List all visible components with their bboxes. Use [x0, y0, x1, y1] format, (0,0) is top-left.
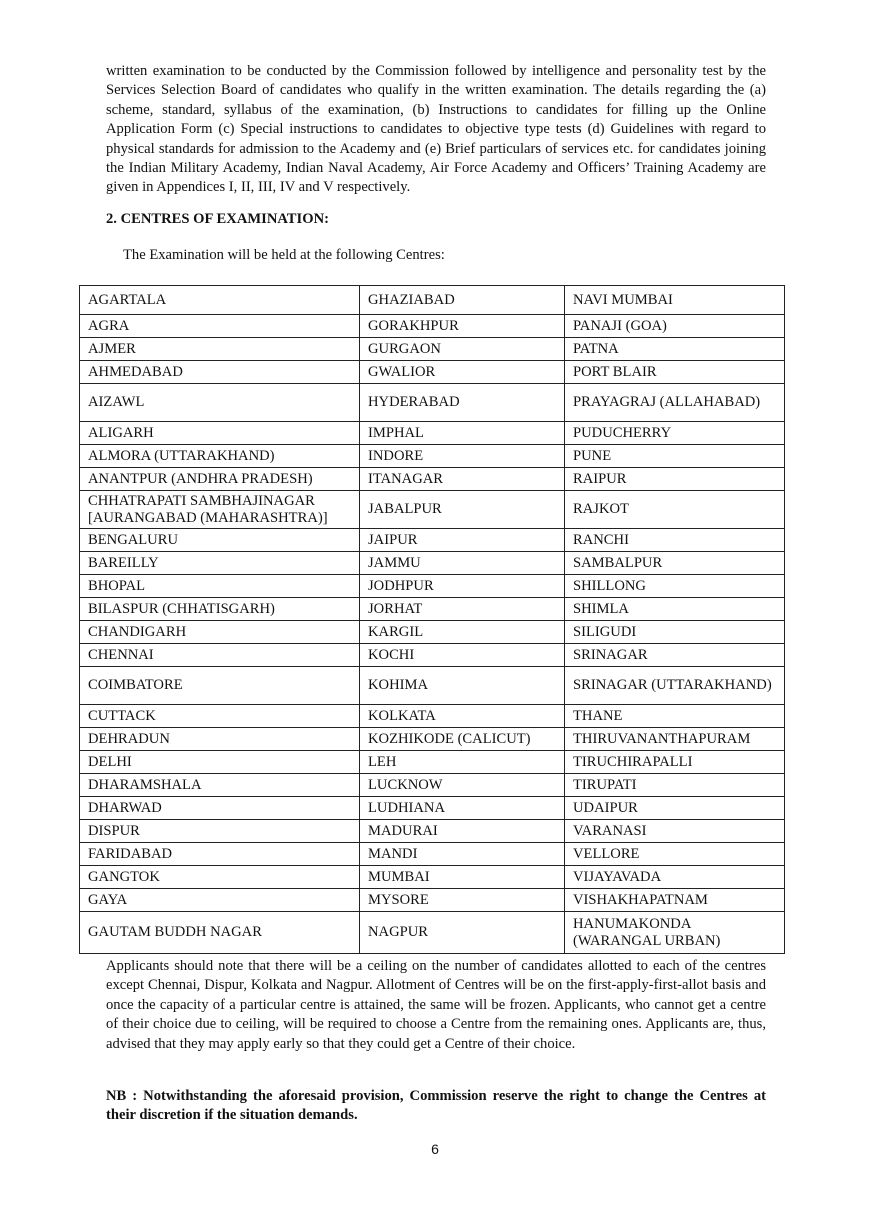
- centre-cell: SRINAGAR (UTTARAKHAND): [565, 667, 785, 705]
- centre-cell: LUDHIANA: [360, 797, 565, 820]
- centre-cell: PORT BLAIR: [565, 361, 785, 384]
- centre-cell: PUNE: [565, 445, 785, 468]
- centre-row: [80, 843, 785, 866]
- centre-cell: CHHATRAPATI SAMBHAJINAGAR [AURANGABAD (MAHARASHTRA)]: [80, 491, 360, 529]
- centre-row: [80, 445, 785, 468]
- centre-row: [80, 338, 785, 361]
- centre-cell: GORAKHPUR: [360, 315, 565, 338]
- centre-cell: PRAYAGRAJ (ALLAHABAD): [565, 384, 785, 422]
- centre-cell: KOHIMA: [360, 667, 565, 705]
- centre-row: [80, 774, 785, 797]
- centre-cell: VELLORE: [565, 843, 785, 866]
- centre-row: [80, 751, 785, 774]
- centre-cell: RAIPUR: [565, 468, 785, 491]
- centre-row: [80, 361, 785, 384]
- centre-row: [80, 912, 785, 954]
- centre-row: [80, 468, 785, 491]
- ceiling-notice-paragraph: Applicants should note that there will be a ceiling on the number of candidates allotted to each of the centres except Chennai, Dispur, Kolkata and Nagpur. Allotment of Centres will be on the first-apply-first-allot basis and once the capacity of a particular centre is attained, the same will be frozen. Applicants, who cannot get a centre of their choice due to ceiling, will be required to choose a Centre from the remaining ones. Applicants are, thus, advised that they may apply early so that they could get a Centre of their choice.: [106, 958, 766, 1052]
- centre-cell: JABALPUR: [360, 491, 565, 529]
- centre-cell: THANE: [565, 705, 785, 728]
- centre-cell: JAMMU: [360, 552, 565, 575]
- centre-cell: DHARAMSHALA: [80, 774, 360, 797]
- centre-cell: SRINAGAR: [565, 644, 785, 667]
- centre-cell: IMPHAL: [360, 422, 565, 445]
- centre-cell: BENGALURU: [80, 529, 360, 552]
- centre-cell: LEH: [360, 751, 565, 774]
- centre-cell: VIJAYAVADA: [565, 866, 785, 889]
- centre-cell: GANGTOK: [80, 866, 360, 889]
- nb-paragraph: NB : Notwithstanding the aforesaid provision, Commission reserve the right to change the Centres at their discretion if the situation demands.: [106, 1088, 766, 1124]
- centre-cell: SHIMLA: [565, 598, 785, 621]
- centre-cell: GWALIOR: [360, 361, 565, 384]
- centre-cell: DISPUR: [80, 820, 360, 843]
- centre-row: [80, 728, 785, 751]
- centre-cell: CHANDIGARH: [80, 621, 360, 644]
- centre-cell: FARIDABAD: [80, 843, 360, 866]
- centre-cell: JORHAT: [360, 598, 565, 621]
- centre-cell: KOCHI: [360, 644, 565, 667]
- centre-cell: MADURAI: [360, 820, 565, 843]
- centre-cell: NAVI MUMBAI: [565, 286, 785, 315]
- centre-cell: ANANTPUR (ANDHRA PRADESH): [80, 468, 360, 491]
- centres-table-body: [80, 286, 785, 954]
- centre-row: [80, 286, 785, 315]
- centre-cell: NAGPUR: [360, 912, 565, 954]
- centre-row: [80, 820, 785, 843]
- centre-cell: TIRUCHIRAPALLI: [565, 751, 785, 774]
- intro-paragraph: written examination to be conducted by the Commission followed by intelligence and personality test by the Services Selection Board of candidates who qualify in the written examination. The details regarding the (a) scheme, standard, syllabus of the examination, (b) Instructions to candidates for filling up the Online Application Form (c) Special instructions to candidates to objective type tests (d) Guidelines with regard to physical standards for admission to the Academy and (e) Brief particulars of services etc. for candidates joining the Indian Military Academy, Indian Naval Academy, Air Force Academy and Officers’ Training Academy are given in Appendices I, II, III, IV and V respectively.: [106, 63, 766, 196]
- centre-row: [80, 621, 785, 644]
- centre-cell: JODHPUR: [360, 575, 565, 598]
- centre-row: [80, 667, 785, 705]
- centre-cell: HYDERABAD: [360, 384, 565, 422]
- centre-row: [80, 491, 785, 529]
- centre-cell: GAYA: [80, 889, 360, 912]
- centre-cell: AJMER: [80, 338, 360, 361]
- centre-cell: KOLKATA: [360, 705, 565, 728]
- centre-cell: AGARTALA: [80, 286, 360, 315]
- centre-row: [80, 575, 785, 598]
- centre-cell: COIMBATORE: [80, 667, 360, 705]
- centre-cell: MANDI: [360, 843, 565, 866]
- centre-cell: GAUTAM BUDDH NAGAR: [80, 912, 360, 954]
- centre-row: [80, 866, 785, 889]
- centre-cell: SAMBALPUR: [565, 552, 785, 575]
- centre-cell: DELHI: [80, 751, 360, 774]
- centre-cell: RAJKOT: [565, 491, 785, 529]
- centre-row: [80, 797, 785, 820]
- centre-cell: KOZHIKODE (CALICUT): [360, 728, 565, 751]
- centre-cell: GURGAON: [360, 338, 565, 361]
- centre-cell: ALMORA (UTTARAKHAND): [80, 445, 360, 468]
- centre-cell: AHMEDABAD: [80, 361, 360, 384]
- centres-table: [79, 285, 785, 954]
- centre-cell: LUCKNOW: [360, 774, 565, 797]
- centre-cell: KARGIL: [360, 621, 565, 644]
- centre-cell: SILIGUDI: [565, 621, 785, 644]
- centre-cell: VISHAKHAPATNAM: [565, 889, 785, 912]
- centre-row: [80, 644, 785, 667]
- centre-row: [80, 705, 785, 728]
- centre-cell: TIRUPATI: [565, 774, 785, 797]
- section-lead-text: The Examination will be held at the following Centres:: [123, 247, 445, 263]
- centre-cell: BHOPAL: [80, 575, 360, 598]
- centre-cell: AGRA: [80, 315, 360, 338]
- centre-cell: JAIPUR: [360, 529, 565, 552]
- centre-cell: PANAJI (GOA): [565, 315, 785, 338]
- centre-cell: PUDUCHERRY: [565, 422, 785, 445]
- centre-cell: VARANASI: [565, 820, 785, 843]
- centre-cell: BAREILLY: [80, 552, 360, 575]
- centre-cell: UDAIPUR: [565, 797, 785, 820]
- centre-cell: ALIGARH: [80, 422, 360, 445]
- centre-cell: THIRUVANANTHAPURAM: [565, 728, 785, 751]
- centre-row: [80, 529, 785, 552]
- centre-cell: SHILLONG: [565, 575, 785, 598]
- centre-cell: MYSORE: [360, 889, 565, 912]
- centre-cell: HANUMAKONDA (WARANGAL URBAN): [565, 912, 785, 954]
- page-number: 6: [431, 1141, 439, 1157]
- centre-row: [80, 889, 785, 912]
- centre-cell: INDORE: [360, 445, 565, 468]
- centre-row: [80, 552, 785, 575]
- centre-cell: AIZAWL: [80, 384, 360, 422]
- section-heading: 2. CENTRES OF EXAMINATION:: [106, 211, 329, 227]
- centre-row: [80, 598, 785, 621]
- centre-cell: DHARWAD: [80, 797, 360, 820]
- centre-cell: DEHRADUN: [80, 728, 360, 751]
- centre-cell: ITANAGAR: [360, 468, 565, 491]
- centre-cell: PATNA: [565, 338, 785, 361]
- centre-row: [80, 384, 785, 422]
- centre-row: [80, 422, 785, 445]
- centre-cell: RANCHI: [565, 529, 785, 552]
- centre-cell: CHENNAI: [80, 644, 360, 667]
- centre-cell: MUMBAI: [360, 866, 565, 889]
- centre-cell: GHAZIABAD: [360, 286, 565, 315]
- centre-cell: BILASPUR (CHHATISGARH): [80, 598, 360, 621]
- centre-cell: CUTTACK: [80, 705, 360, 728]
- centre-row: [80, 315, 785, 338]
